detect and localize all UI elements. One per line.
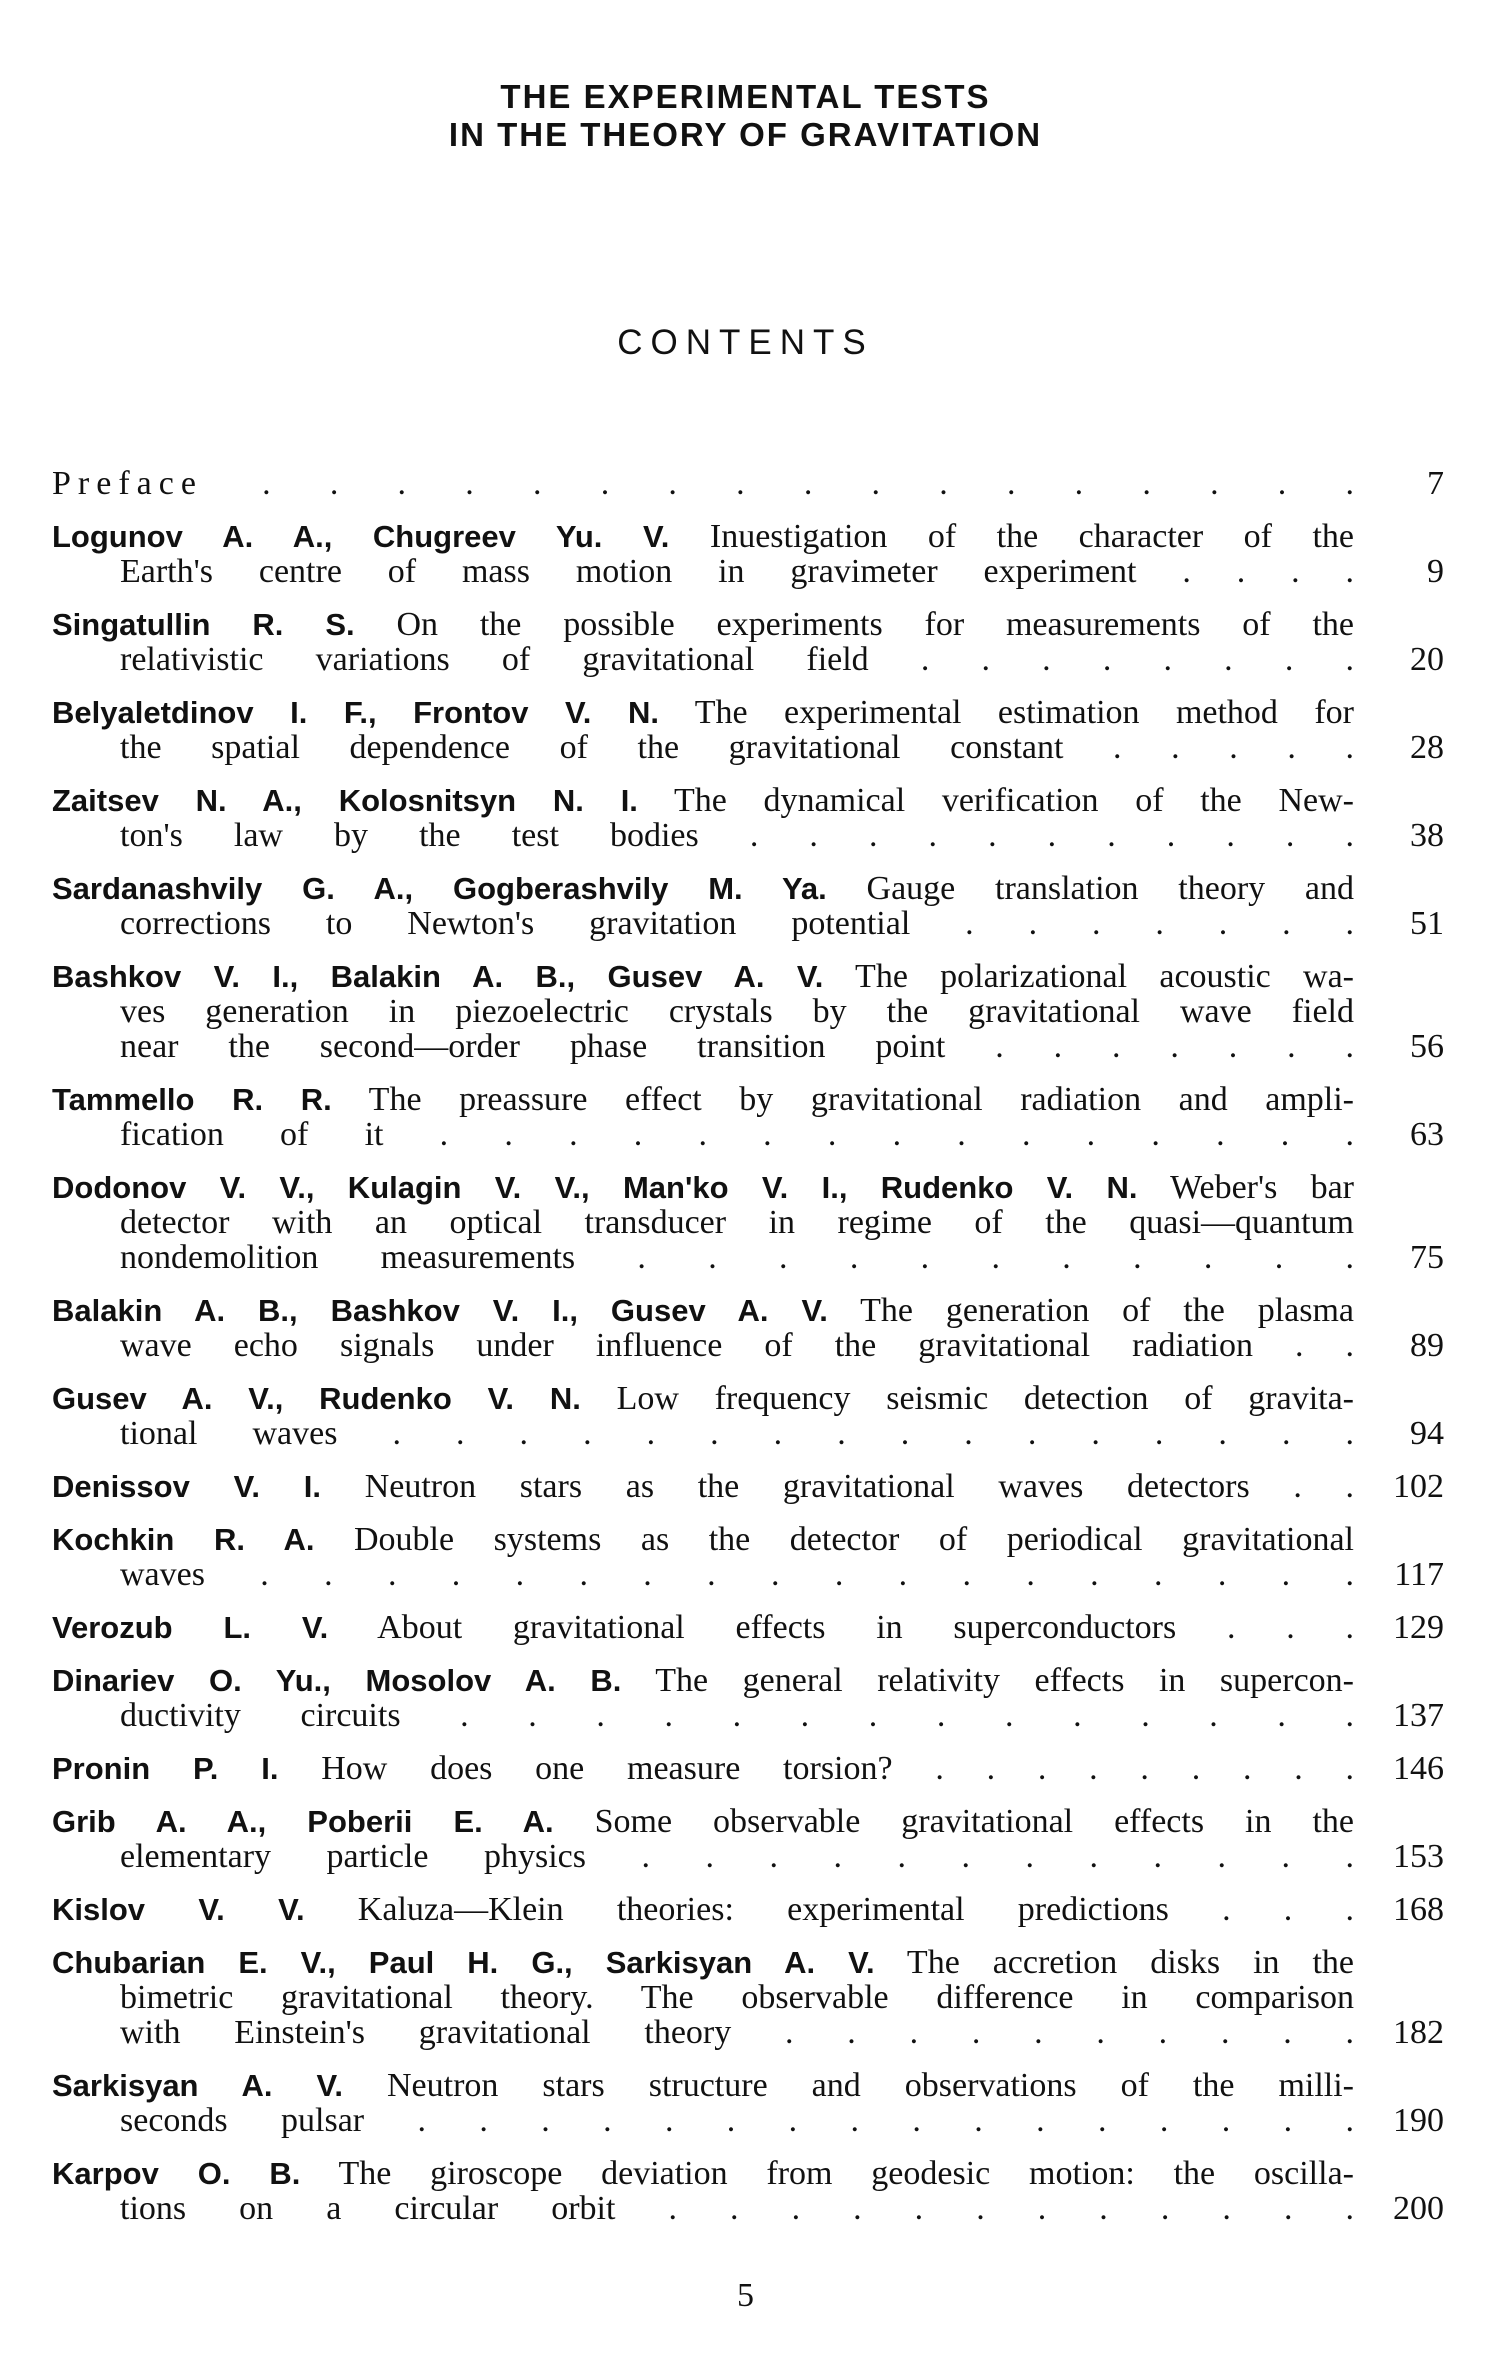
toc-line [52,519,1354,554]
book-title-line-2: IN THE THEORY OF GRAVITATION [448,116,1043,153]
toc-entry [52,1804,1444,1874]
toc-title: Neutron stars structure and observations of the milli- [387,2067,1354,2104]
toc-line [52,1469,1354,1504]
toc-title: The general relativity effects in supercon- [655,1662,1354,1699]
toc-title-continuation: tions on a circular orbit . . . . . . . . . . . . [120,2190,1354,2227]
toc-title: The preassure effect by gravitational radiation and ampli- [368,1081,1354,1118]
toc-title-continuation: detector with an optical transducer in regime of the quasi—quantum [120,1204,1354,1241]
book-title [0,78,1491,154]
toc-page-number: 200 [1393,2190,1444,2227]
toc-line [52,1663,1354,1698]
toc-line [52,466,1354,501]
table-of-contents [52,466,1444,2226]
toc-authors: Sarkisyan A. V. [52,2068,343,2103]
toc-entry [52,1381,1444,1451]
toc-title-continuation: near the second—order phase transition point . . . . . . . [120,1028,1354,1065]
toc-page-number: 89 [1410,1327,1444,1364]
toc-entry-preface [52,466,1444,501]
toc-authors: Grib A. A., Poberii E. A. [52,1804,554,1839]
toc-page-number: 28 [1410,729,1444,766]
toc-line [52,607,1354,642]
toc-title: The accretion disks in the [906,1944,1354,1981]
toc-title-continuation: elementary particle physics . . . . . . . . . . . . [120,1838,1354,1875]
toc-page-number: 63 [1410,1116,1444,1153]
book-title-line-1: THE EXPERIMENTAL TESTS [500,78,991,115]
toc-page-number: 75 [1410,1239,1444,1276]
toc-title-continuation: seconds pulsar . . . . . . . . . . . . . . . . [120,2102,1354,2139]
toc-page-number: 56 [1410,1028,1444,1065]
toc-title: Neutron stars as the gravitational waves detectors . . [364,1468,1354,1505]
toc-authors: Zaitsev N. A., Kolosnitsyn N. I. [52,783,638,818]
toc-title-continuation: nondemolition measurements . . . . . . . . . . . [120,1239,1354,1276]
toc-authors: Chubarian E. V., Paul H. G., Sarkisyan A. V. [52,1945,875,1980]
toc-authors: Dodonov V. V., Kulagin V. V., Man'ko V. I., Rudenko V. N. [52,1170,1138,1205]
toc-entry [52,1892,1444,1927]
toc-authors: Balakin A. B., Bashkov V. I., Gusev A. V. [52,1293,828,1328]
toc-title: The experimental estimation method for [694,694,1354,731]
toc-page-number: 102 [1393,1468,1444,1505]
toc-title: The polarizational acoustic wa- [855,958,1354,995]
toc-page-number: 190 [1393,2102,1444,2139]
toc-line [52,959,1354,994]
toc-title: The generation of the plasma [860,1292,1354,1329]
toc-page-number: 129 [1393,1609,1444,1646]
toc-entry [52,1293,1444,1363]
toc-authors: Logunov A. A., Chugreev Yu. V. [52,519,670,554]
toc-page-number: 51 [1410,905,1444,942]
toc-entry [52,1469,1444,1504]
toc-entry [52,1945,1444,2050]
toc-title: Weber's bar [1170,1169,1354,1206]
toc-title-continuation: fication of it . . . . . . . . . . . . . . . [120,1116,1354,1153]
toc-entry [52,1082,1444,1152]
toc-entry [52,1751,1444,1786]
toc-title-continuation: ves generation in piezoelectric crystals by the gravitational wave field [120,993,1354,1030]
toc-title: Inuestigation of the character of the [709,518,1354,555]
toc-title: Low frequency seismic detection of gravita- [616,1380,1355,1417]
toc-line [52,783,1354,818]
toc-page-number: 38 [1410,817,1444,854]
toc-entry [52,519,1444,589]
toc-title-continuation: wave echo signals under influence of the gravitational radiation . . [120,1327,1354,1364]
toc-title: How does one measure torsion? . . . . . . . . . [321,1750,1354,1787]
toc-title-continuation: Earth's centre of mass motion in gravimeter experiment . . . . [120,553,1354,590]
toc-page-number: 146 [1393,1750,1444,1787]
toc-title: About gravitational effects in superconductors . . . [377,1609,1354,1646]
toc-title-continuation: with Einstein's gravitational theory . . . . . . . . . . [120,2014,1354,2051]
toc-title: The giroscope deviation from geodesic motion: the oscilla- [338,2155,1354,2192]
toc-page-number: 94 [1410,1415,1444,1452]
toc-line [52,2156,1354,2191]
toc-line [52,1293,1354,1328]
toc-entry [52,959,1444,1064]
toc-authors: Bashkov V. I., Balakin A. B., Gusev A. V. [52,959,824,994]
toc-page-number: 153 [1393,1838,1444,1875]
toc-entry [52,607,1444,677]
toc-entry-list [52,519,1444,2226]
toc-line [52,1170,1354,1205]
toc-authors: Verozub L. V. [52,1610,329,1645]
toc-title-continuation: ton's law by the test bodies . . . . . . . . . . . [120,817,1354,854]
toc-line [52,1522,1354,1557]
toc-title: Double systems as the detector of periodical gravitational [354,1521,1354,1558]
toc-title-continuation: tional waves . . . . . . . . . . . . . . . . [120,1415,1354,1452]
toc-page-number: 117 [1394,1556,1444,1593]
toc-entry [52,1610,1444,1645]
toc-title: On the possible experiments for measurements of the [396,606,1355,643]
toc-page-number: 7 [1427,465,1444,502]
toc-line [52,1610,1354,1645]
toc-page-number: 20 [1410,641,1444,678]
toc-authors: Belyaletdinov I. F., Frontov V. N. [52,695,659,730]
toc-entry [52,1522,1444,1592]
toc-title-continuation: waves . . . . . . . . . . . . . . . . . . [120,1556,1354,1593]
toc-entry [52,1663,1444,1733]
toc-line [52,1945,1354,1980]
toc-line [52,1381,1354,1416]
toc-authors: Pronin P. I. [52,1751,279,1786]
contents-heading: CONTENTS [617,323,874,362]
toc-title: Gauge translation theory and [866,870,1354,907]
toc-title: The dynamical verification of the New- [674,782,1354,819]
toc-title: Kaluza—Klein theories: experimental predictions . . . [357,1891,1354,1928]
toc-entry [52,871,1444,941]
toc-authors: Sardanashvily G. A., Gogberashvily M. Ya. [52,871,827,906]
toc-title-continuation: the spatial dependence of the gravitational constant . . . . . [120,729,1354,766]
toc-line [52,695,1354,730]
toc-entry [52,2156,1444,2226]
toc-title-continuation: relativistic variations of gravitational field . . . . . . . . [120,641,1354,678]
toc-authors: Dinariev O. Yu., Mosolov A. B. [52,1663,622,1698]
toc-entry [52,695,1444,765]
toc-entry [52,1170,1444,1275]
toc-authors: Singatullin R. S. [52,607,355,642]
toc-authors: Kislov V. V. [52,1892,305,1927]
toc-title: Some observable gravitational effects in the [594,1803,1354,1840]
preface-dots: . . . . . . . . . . . . . . . . . [262,465,1355,502]
toc-entry [52,2068,1444,2138]
toc-authors: Gusev A. V., Rudenko V. N. [52,1381,581,1416]
toc-authors: Kochkin R. A. [52,1522,315,1557]
toc-authors: Denissov V. I. [52,1469,322,1504]
preface-label: Preface [52,465,203,502]
toc-authors: Tammello R. R. [52,1082,332,1117]
toc-authors: Karpov O. B. [52,2156,301,2191]
toc-page-number: 9 [1427,553,1444,590]
toc-line [52,1082,1354,1117]
toc-title-continuation: ductivity circuits . . . . . . . . . . . . . . [120,1697,1354,1734]
toc-page-number: 168 [1393,1891,1444,1928]
page-number: 5 [737,2277,754,2314]
toc-title-continuation: bimetric gravitational theory. The observable difference in comparison [120,1979,1354,2016]
toc-entry [52,783,1444,853]
toc-page-number: 137 [1393,1697,1444,1734]
toc-line [52,1892,1354,1927]
toc-line [52,2068,1354,2103]
toc-page-number: 182 [1393,2014,1444,2051]
toc-line [52,1804,1354,1839]
toc-title-continuation: corrections to Newton's gravitation potential . . . . . . . [120,905,1354,942]
toc-line [52,871,1354,906]
toc-line [52,1751,1354,1786]
